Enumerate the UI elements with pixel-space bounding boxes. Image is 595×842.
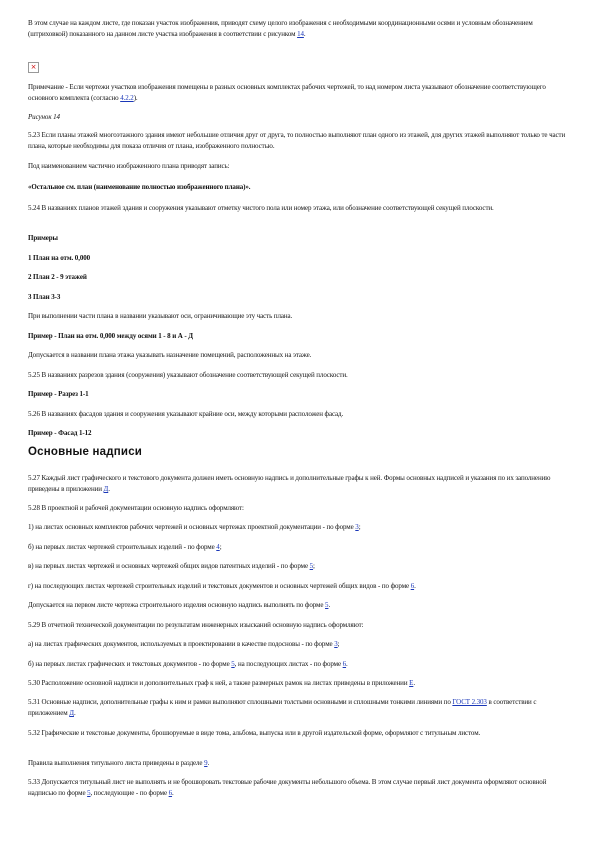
example-item [28, 292, 568, 303]
paragraph [28, 758, 568, 769]
list-item [28, 522, 568, 533]
text-run: , на последующих листах - по форме [234, 660, 343, 668]
reference-link[interactable]: ГОСТ 2.303 [452, 698, 487, 706]
text-run: ). [133, 94, 138, 102]
reference-link[interactable]: 5 [87, 789, 91, 797]
text-run: 5.33 Допускается титульный лист не выполнять и не брошюровать текстовые рабочие документы небольшого объема. В этом случае первый лист документа оформляют основной надписью по форме [28, 778, 547, 797]
examples-label [28, 233, 568, 244]
text-run: 5.27 Каждый лист графического и текстового документа должен иметь основную надпись и дополнительные графы к ней. Формы основных надписей и указания по их заполнению приведены в приложении [28, 474, 551, 493]
reference-link[interactable]: Д [69, 709, 74, 717]
reference-link[interactable]: 6 [342, 660, 347, 668]
paragraph [28, 130, 568, 152]
text-run: ; [358, 523, 361, 531]
reference-link[interactable]: 9 [204, 759, 208, 767]
text-run: Допускается в названии плана этажа указывать назначение помещений, расположенных на этаже. [28, 351, 312, 359]
text-run: 3 План 3-3 [28, 293, 61, 301]
text-run: ; [313, 562, 315, 570]
text-run: 5.26 В названиях фасадов здания и сооружения указывают крайние оси, между которыми расположен фасад. [28, 410, 344, 418]
paragraph [28, 697, 568, 719]
text-run: ; [337, 640, 340, 648]
text-run: б) на первых листах графических и текстовых документов - по форме [28, 660, 232, 668]
text-run: 5.32 Графические и текстовые документы, брошюруемые в виде тома, альбома, выпуска или в другой издательской форме, оформляют с титульным листом. [28, 729, 481, 737]
note-paragraph [28, 82, 568, 104]
text-run: 5.29 В отчетной технической документации по результатам инженерных изысканий основную надпись оформляют: [28, 621, 364, 629]
text-run: При выполнении части плана в названии указывают оси, ограничивающие эту часть плана. [28, 312, 293, 320]
text-run: ; [219, 543, 222, 551]
text-run: Пример - План на отм. 0,000 между осями 1 - 8 и А - Д [28, 332, 193, 340]
text-run: в) на первых листах чертежей и основных чертежей общих видов патентных изделий - по форме [28, 562, 310, 570]
broken-image-icon: × [28, 62, 39, 73]
paragraph [28, 678, 568, 689]
example-line [28, 331, 568, 342]
reference-link[interactable]: 3 [334, 640, 338, 648]
text-run: 5.28 В проектной и рабочей документации основную надпись оформляют: [28, 504, 244, 512]
text-run: Пример - Разрез 1-1 [28, 390, 89, 398]
example-line [28, 389, 568, 400]
text-run: . [328, 601, 331, 609]
reference-link[interactable]: Д [103, 485, 109, 493]
reference-link[interactable]: 4.2.2 [120, 94, 134, 102]
text-run: Под наименованием частично изображенного плана приводят запись: [28, 162, 230, 170]
text-run: б) на первых листах чертежей строительных изделий - по форме [28, 543, 217, 551]
paragraph [28, 777, 568, 799]
text-run: «Остальное см. план (наименование полностью изображенного плана)». [28, 183, 251, 191]
reference-link[interactable]: 5 [231, 660, 235, 668]
text-run: г) на последующих листах чертежей строительных изделий и текстовых документов и основных чертежей общих видов - по форме [28, 582, 411, 590]
text-run: в соответствии с приложением [28, 698, 537, 717]
list-item [28, 561, 568, 572]
paragraph [28, 409, 568, 420]
paragraph [28, 161, 568, 172]
paragraph [28, 503, 568, 514]
example-item [28, 272, 568, 283]
text-run: . [414, 582, 416, 590]
reference-link[interactable]: 5 [325, 601, 329, 609]
text-run: , последующие - по форме [90, 789, 169, 797]
example-line [28, 428, 568, 439]
reference-link[interactable]: 3 [355, 523, 359, 531]
text-run: 1) на листах основных комплектов рабочих чертежей и основных чертежах проектной документации - по форме [28, 523, 356, 531]
paragraph [28, 600, 568, 611]
text-run: 1 План на отм. 0,000 [28, 254, 91, 262]
example-item [28, 253, 568, 264]
text-run: . [346, 660, 348, 668]
paragraph [28, 620, 568, 631]
text-run: 5.31 Основные надписи, дополнительные графы к ним и рамки выполняют сплошными толстыми основными и сплошными тонкими линиями по [28, 698, 453, 706]
figure-caption [28, 112, 568, 123]
text-run: Правила выполнения титульного листа приведены в разделе [28, 759, 205, 767]
text-run: 5.24 В названиях планов этажей здания и сооружения указывают отметку чистого пола или номер этажа, или обозначение соответствующей секущей плоскости. [28, 204, 494, 212]
reference-link[interactable]: 14 [297, 30, 304, 38]
text-run: Примеры [28, 234, 58, 242]
paragraph [28, 370, 568, 381]
text-run: . [172, 789, 174, 797]
paragraph [28, 203, 568, 214]
text-run: . [73, 709, 76, 717]
text-run: Примечание - Если чертежи участков изображения помещены в разных основных комплектах рабочих чертежей, то над номером листа указывают обозначение соответствующего основного комплекта (согласно [28, 83, 546, 102]
quote-line [28, 182, 568, 193]
list-item [28, 659, 568, 670]
list-item [28, 639, 568, 650]
reference-link[interactable]: Е [409, 679, 414, 687]
paragraph [28, 473, 568, 495]
section-heading: Основные надписи [28, 446, 143, 458]
paragraph [28, 350, 568, 361]
reference-link[interactable]: 4 [216, 543, 220, 551]
text-run: Пример - Фасад 1-12 [28, 429, 92, 437]
reference-link[interactable]: 6 [410, 582, 415, 590]
paragraph [28, 311, 568, 322]
text-run: 5.30 Расположение основной надписи и дополнительных граф к ней, а также размерных рамок на листах приведены в приложении [28, 679, 410, 687]
list-item [28, 581, 568, 592]
text-run: . [207, 759, 210, 767]
text-run: Рисунок 14 [28, 113, 60, 121]
text-run: 2 План 2 - 9 этажей [28, 273, 87, 281]
list-item [28, 542, 568, 553]
text-run: 5.25 В названиях разрезов здания (сооружения) указывают обозначение соответствующей секущей плоскости. [28, 371, 348, 379]
paragraph [28, 728, 568, 739]
text-run: а) на листах графических документов, используемых в проектировании в качестве подосновы - по форме [28, 640, 335, 648]
text-run: . [413, 679, 415, 687]
text-run: . [108, 485, 110, 493]
text-run: В этом случае на каждом листе, где показан участок изображения, приводят схему целого изображения с необходимыми координационными осями и условным обозначением (штриховкой) показанного на данном листе участка изображения в соответствии с рисунком [28, 19, 533, 38]
text-run: Допускается на первом листе чертежа строительного изделия основную надпись выполнять по форме [28, 601, 326, 609]
text-run: . [303, 30, 306, 38]
paragraph [28, 18, 568, 40]
reference-link[interactable]: 5 [309, 562, 314, 570]
text-run: 5.23 Если планы этажей многоэтажного здания имеют небольшие отличия друг от друга, то полностью выполняют план одного из этажей, для других этажей выполняют только те части плана, которые необходимы для показа отличия от плана, изображенного полностью. [28, 131, 566, 150]
reference-link[interactable]: 6 [168, 789, 173, 797]
